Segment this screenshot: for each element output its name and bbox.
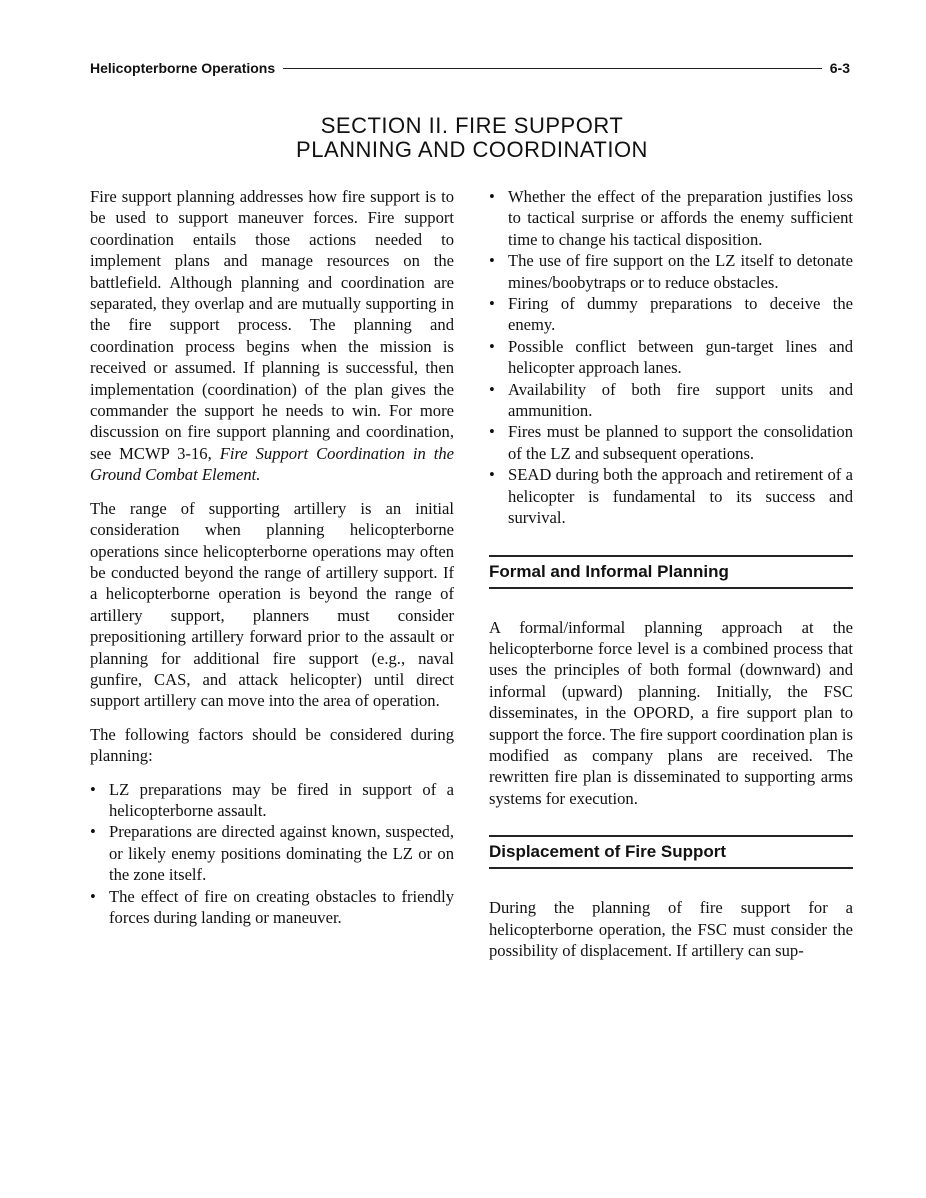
left-column bbox=[90, 186, 454, 928]
subheading-displacement-of-fire-support: Displacement of Fire Support bbox=[489, 835, 853, 869]
list-item: • LZ preparations may be fired in support of a helicopterborne assault. bbox=[90, 779, 454, 822]
list-item: • The use of fire support on the LZ itself to detonate mines/boobytraps or to reduce obstacles. bbox=[489, 250, 853, 293]
list-item: • Possible conflict between gun-target lines and helicopter approach lanes. bbox=[489, 336, 853, 379]
right-column bbox=[489, 186, 853, 973]
formal-informal-paragraph: A formal/informal planning approach at the helicopterborne force level is a combined process that uses the principles of both formal (downward) and informal (upward) planning. Initially, the FSC disseminates, in the OPORD, a fire support plan to support the force. The fire support coordination plan is modified as company plans are received. The rewritten fire plan is disseminated to supporting arms systems for execution. bbox=[489, 617, 853, 808]
section-title-line-2: PLANNING AND COORDINATION bbox=[296, 137, 648, 162]
list-item: • Fires must be planned to support the consolidation of the LZ and subsequent operations. bbox=[489, 421, 853, 464]
section-title bbox=[90, 114, 854, 162]
artillery-range-paragraph: The range of supporting artillery is an initial consideration when planning helicopterborne operations since helicopterborne operations may often be conducted beyond the range of artillery support. If a helicopterborne operation is beyond the range of artillery support, planners must consider prepositioning artillery forward prior to the assault or planning for additional fire support (e.g., naval gunfire, CAS, and attack helicopter) until direct support artillery can move into the area of operation. bbox=[90, 498, 454, 711]
displacement-paragraph: During the planning of fire support for a helicopterborne operation, the FSC must consider the possibility of displacement. If artillery can sup- bbox=[489, 898, 853, 960]
list-item: • Preparations are directed against known, suspected, or likely enemy positions dominating the LZ or on the zone itself. bbox=[90, 821, 454, 885]
list-item: • The effect of fire on creating obstacles to friendly forces during landing or maneuver. bbox=[90, 886, 454, 929]
list-item: • Whether the effect of the preparation justifies loss to tactical surprise or affords the enemy sufficient time to change his tactical disposition. bbox=[489, 186, 853, 250]
list-item: • SEAD during both the approach and retirement of a helicopter is fundamental to its success and survival. bbox=[489, 464, 853, 528]
running-header-title: Helicopterborne Operations bbox=[90, 60, 276, 76]
list-item: • Firing of dummy preparations to deceive the enemy. bbox=[489, 293, 853, 336]
factors-intro-paragraph: The following factors should be considered during planning: bbox=[90, 724, 454, 766]
factors-list-left bbox=[90, 779, 454, 929]
intro-paragraph bbox=[90, 186, 454, 486]
header-rule bbox=[283, 68, 822, 69]
section-title-line-1: SECTION II. FIRE SUPPORT bbox=[320, 113, 624, 138]
intro-paragraph-text: Fire support planning addresses how fire support is to be used to support maneuver forces. Fire support coordination entails those actions needed to implement plans and manage resources on the battlefield. Although planning and coordination are separated, they overlap and are mutually supporting in the fire support process. The planning and coordination process begins when the mission is received or assumed. If planning is successful, then implementation (coordination) of the plan gives the commander the support he needs to win. For more discussion on fire support planning and coordination, see MCWP 3-16, bbox=[90, 187, 454, 463]
subheading-formal-informal-planning: Formal and Informal Planning bbox=[489, 555, 853, 589]
factors-list-right bbox=[489, 186, 853, 529]
page-number: 6-3 bbox=[829, 60, 850, 76]
running-header bbox=[90, 58, 850, 78]
list-item: • Availability of both fire support units and ammunition. bbox=[489, 379, 853, 422]
publication-reference: Fire Support Coordination in the Ground Combat Element. bbox=[90, 443, 454, 485]
